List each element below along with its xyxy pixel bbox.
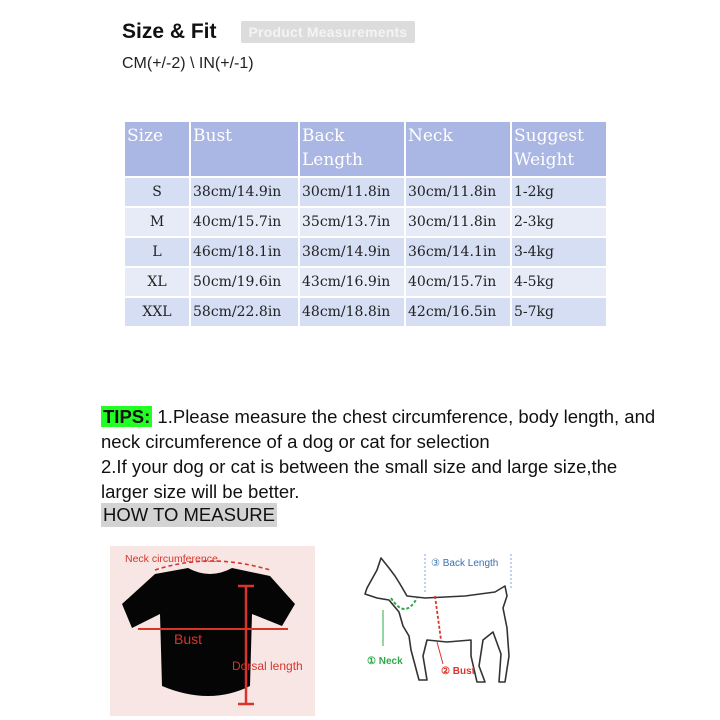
cell-back: 38cm/14.9in	[300, 238, 406, 266]
cell-size: XXL	[125, 298, 191, 326]
dorsal-length-label: Dorsal length	[232, 659, 303, 673]
cell-neck: 36cm/14.1in	[406, 238, 512, 266]
cell-bust: 38cm/14.9in	[191, 178, 300, 206]
cell-back: 48cm/18.8in	[300, 298, 406, 326]
tips-line-2: 2.If your dog or cat is between the small size and large size,the larger size will be better.	[101, 456, 618, 502]
cell-neck: 40cm/15.7in	[406, 268, 512, 296]
dog-measure-illustration	[355, 546, 525, 696]
product-measurements-badge: Product Measurements	[241, 21, 416, 43]
cell-size: S	[125, 178, 191, 206]
shirt-bust-label: Bust	[174, 631, 203, 647]
tips-line-1: 1.Please measure the chest circumference, body length, and neck circumference of a dog or cat for selection	[101, 406, 656, 452]
cell-bust: 50cm/19.6in	[191, 268, 300, 296]
table-row	[125, 298, 608, 326]
cell-size: M	[125, 208, 191, 236]
cell-neck: 42cm/16.5in	[406, 298, 512, 326]
tips-label: TIPS:	[103, 406, 151, 427]
shirt-measure-illustration	[110, 546, 315, 716]
neck-circumference-label: Neck circumference	[125, 553, 218, 565]
cell-neck: 30cm/11.8in	[406, 208, 512, 236]
how-to-measure-heading: HOW TO MEASURE	[103, 504, 276, 525]
header-back-length: Back Length	[300, 122, 406, 176]
size-table	[125, 120, 608, 328]
cell-size: XL	[125, 268, 191, 296]
table-row	[125, 208, 608, 236]
cell-back: 35cm/13.7in	[300, 208, 406, 236]
cell-weight: 4-5kg	[512, 268, 608, 296]
cell-back: 43cm/16.9in	[300, 268, 406, 296]
cell-bust: 40cm/15.7in	[191, 208, 300, 236]
header-suggest-weight: Suggest Weight	[512, 122, 608, 176]
table-row	[125, 238, 608, 266]
table-row	[125, 178, 608, 206]
cell-weight: 1-2kg	[512, 178, 608, 206]
tips-block	[101, 404, 661, 504]
header-size: Size	[125, 122, 191, 176]
header	[122, 20, 415, 44]
cell-bust: 58cm/22.8in	[191, 298, 300, 326]
dog-back-length-label: ③ Back Length	[431, 558, 499, 569]
dog-neck-label: ① Neck	[367, 656, 403, 667]
header-bust: Bust	[191, 122, 300, 176]
header-neck: Neck	[406, 122, 512, 176]
table-header-row	[125, 122, 608, 176]
units-note: CM(+/-2) \ IN(+/-1)	[122, 55, 254, 72]
page-title: Size & Fit	[122, 20, 217, 43]
cell-size: L	[125, 238, 191, 266]
dog-bust-pointer	[437, 642, 443, 664]
cell-weight: 2-3kg	[512, 208, 608, 236]
cell-bust: 46cm/18.1in	[191, 238, 300, 266]
cell-weight: 5-7kg	[512, 298, 608, 326]
cell-neck: 30cm/11.8in	[406, 178, 512, 206]
table-row	[125, 268, 608, 296]
cell-back: 30cm/11.8in	[300, 178, 406, 206]
dog-bust-label: ② Bust	[441, 666, 475, 677]
cell-weight: 3-4kg	[512, 238, 608, 266]
